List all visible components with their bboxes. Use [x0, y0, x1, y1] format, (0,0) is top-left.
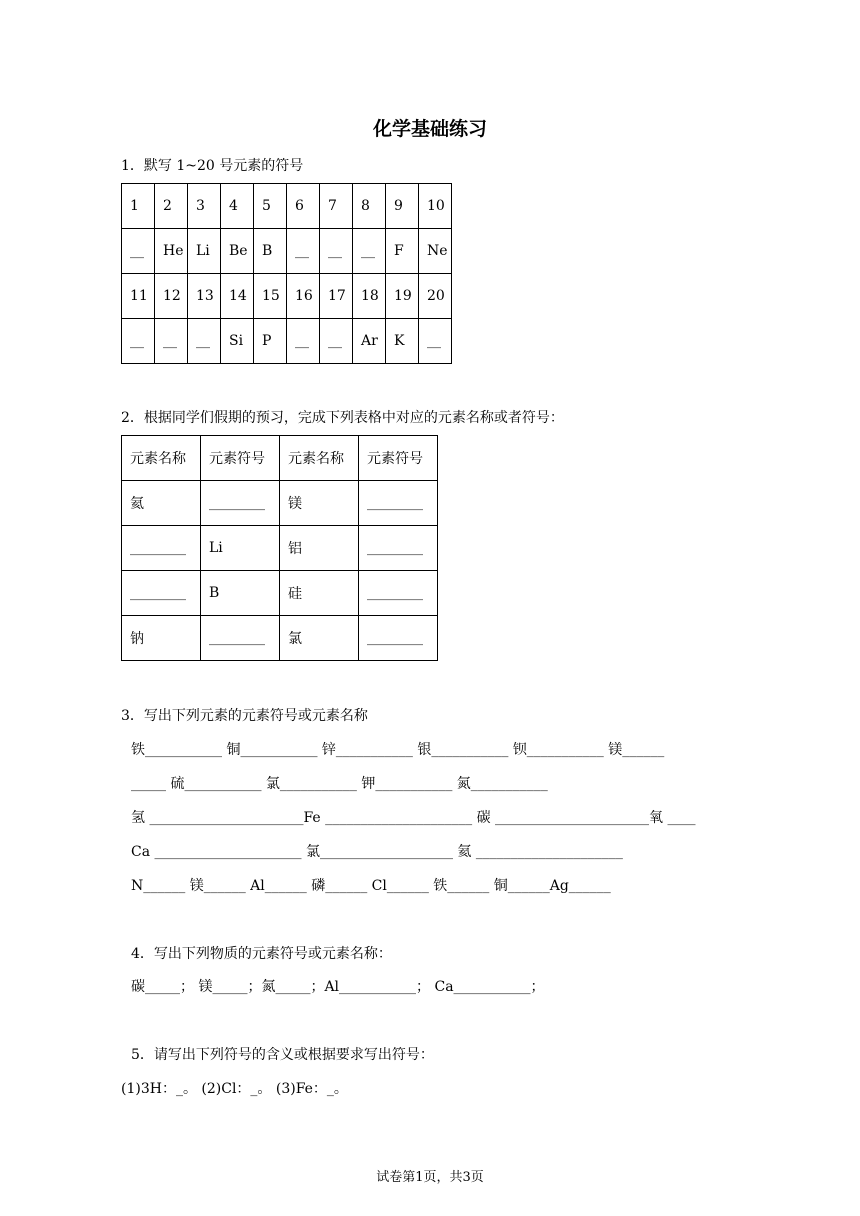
table-cell: __: [353, 229, 386, 274]
table-row: [122, 274, 452, 319]
table-cell: Li: [201, 526, 280, 571]
table-cell: 1: [122, 184, 155, 229]
table-cell: __: [320, 229, 353, 274]
table-cell: 元素名称: [122, 436, 201, 481]
table-cell: K: [386, 319, 419, 364]
question-1-prompt: 1．默写 1~20 号元素的符号: [121, 158, 304, 174]
table-cell: 10: [419, 184, 452, 229]
table-cell: 2: [155, 184, 188, 229]
question-2-prompt: 2．根据同学们假期的预习，完成下列表格中对应的元素名称或者符号：: [121, 410, 564, 426]
question-4-line: 碳_____； 镁_____；氮_____；Al___________； Ca___________；: [131, 979, 545, 995]
question-3-line: 氢 ______________________Fe _____________________ 碳 ______________________氧 ____: [131, 810, 696, 826]
table-cell: 7: [320, 184, 353, 229]
table-cell: 11: [122, 274, 155, 319]
table-cell: 17: [320, 274, 353, 319]
table-cell: 18: [353, 274, 386, 319]
question-3-line: Ca _____________________ 氯___________________ 氦 _____________________: [131, 844, 623, 860]
table-cell: Ar: [353, 319, 386, 364]
table-cell: ________: [359, 571, 438, 616]
table-cell: __: [287, 319, 320, 364]
table-cell: 5: [254, 184, 287, 229]
table-cell: 20: [419, 274, 452, 319]
table-cell: __: [122, 229, 155, 274]
table-cell: __: [287, 229, 320, 274]
table-cell: 9: [386, 184, 419, 229]
table-cell: 14: [221, 274, 254, 319]
table-cell: ________: [359, 481, 438, 526]
table-cell: 氯: [280, 616, 359, 661]
question-5-prompt: 5．请写出下列符号的含义或根据要求写出符号：: [131, 1047, 434, 1063]
table-cell: B: [254, 229, 287, 274]
table-cell: 元素名称: [280, 436, 359, 481]
table-row: [122, 571, 438, 616]
table-cell: __: [155, 319, 188, 364]
table-cell: 硅: [280, 571, 359, 616]
table-cell: 镁: [280, 481, 359, 526]
table-cell: Be: [221, 229, 254, 274]
table-cell: __: [419, 319, 452, 364]
table-cell: 元素符号: [359, 436, 438, 481]
table-row: [122, 184, 452, 229]
table-cell: __: [188, 319, 221, 364]
table-cell: 氦: [122, 481, 201, 526]
element-symbol-table: [121, 183, 452, 364]
table-cell: 3: [188, 184, 221, 229]
question-3-prompt: 3．写出下列元素的元素符号或元素名称: [121, 708, 368, 724]
table-cell: 16: [287, 274, 320, 319]
table-row: [122, 319, 452, 364]
table-cell: ________: [201, 481, 280, 526]
table-cell: 15: [254, 274, 287, 319]
table-cell: F: [386, 229, 419, 274]
table-cell: 8: [353, 184, 386, 229]
table-cell: B: [201, 571, 280, 616]
table-cell: He: [155, 229, 188, 274]
page-footer: 试卷第1页，共3页: [376, 1170, 484, 1185]
table-cell: 铝: [280, 526, 359, 571]
table-cell: 12: [155, 274, 188, 319]
table-row: [122, 616, 438, 661]
table-row: [122, 436, 438, 481]
question-4-prompt: 4．写出下列物质的元素符号或元素名称：: [131, 946, 392, 962]
table-cell: 元素符号: [201, 436, 280, 481]
table-cell: ________: [359, 616, 438, 661]
element-name-symbol-table: [121, 435, 438, 661]
question-3-line: 铁___________ 铜___________ 锌___________ 银___________ 钡___________ 镁______: [131, 742, 665, 758]
table-cell: ________: [122, 526, 201, 571]
table-cell: ________: [359, 526, 438, 571]
table-row: [122, 526, 438, 571]
table-cell: Ne: [419, 229, 452, 274]
table-cell: 13: [188, 274, 221, 319]
table-cell: Li: [188, 229, 221, 274]
table-cell: 钠: [122, 616, 201, 661]
question-3-line: N______ 镁______ Al______ 磷______ Cl______ 铁______ 铜______Ag______: [131, 878, 611, 894]
table-cell: __: [122, 319, 155, 364]
table-row: [122, 229, 452, 274]
table-cell: 6: [287, 184, 320, 229]
table-row: [122, 481, 438, 526]
table-cell: 4: [221, 184, 254, 229]
table-cell: P: [254, 319, 287, 364]
question-3-line: _____ 硫___________ 氯___________ 钾___________ 氮___________: [131, 776, 548, 792]
table-cell: Si: [221, 319, 254, 364]
table-cell: ________: [201, 616, 280, 661]
table-cell: ________: [122, 571, 201, 616]
table-cell: __: [320, 319, 353, 364]
table-cell: 19: [386, 274, 419, 319]
page-title: 化学基础练习: [372, 118, 487, 140]
question-5-line: (1)3H：_。 (2)Cl：_。 (3)Fe：_。: [121, 1081, 348, 1097]
